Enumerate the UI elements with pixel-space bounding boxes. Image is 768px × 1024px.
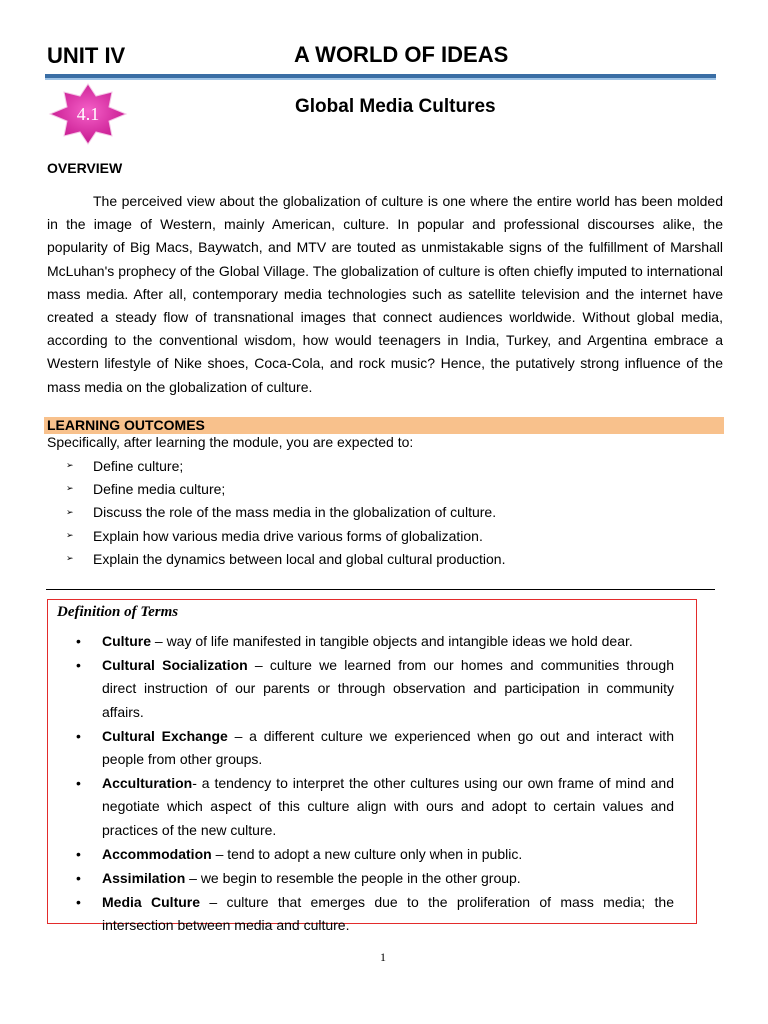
arrow-bullet-icon: ➢ (66, 460, 74, 471)
definition-item (76, 772, 674, 842)
term: Culture (102, 633, 151, 649)
bullet-icon: • (76, 727, 81, 744)
term: Assimilation (102, 870, 186, 887)
term: Acculturation (102, 775, 193, 792)
definition-item (76, 891, 674, 937)
overview-paragraph: The perceived view about the globalization of culture is one where the entire world has been molded in the image of Western, mainly American, culture. In popular and professional discourses alike, the popularity of Big Macs, Baywatch, and MTV are touted as unmistakable signs of the fulfillment of Marshall McLuhan's prophecy of the Global Village. The globalization of culture is often chiefly imputed to international mass media. After all, contemporary media technologies such as satellite television and the internet have created a steady flow of transnational images that connect audiences worldwide. Without global media, according to the conventional wisdom, how would teenagers in India, Turkey, and Argentina embrace a Western lifestyle of Nike shoes, Coca-Cola, and rock music? Hence, the putatively strong influence of the mass media on the globalization of culture. (47, 193, 723, 395)
learning-outcomes-list (66, 454, 505, 570)
term-definition: – way of life manifested in tangible objects and intangible ideas we hold dear. (151, 633, 633, 649)
section-title: Global Media Cultures (295, 96, 496, 117)
term: Cultural Exchange (102, 727, 228, 744)
definition-item (76, 867, 674, 890)
term-definition: – culture that emerges due to the proliferation of mass media; the intersection between media and culture. (102, 894, 674, 934)
definition-item (76, 654, 674, 724)
bullet-icon: • (76, 775, 81, 792)
term-definition: - a tendency to interpret the other cultures using our own frame of mind and negotiate which aspect of this culture align with ours and adopt to certain values and practices of the new culture. (102, 775, 674, 838)
definitions-list (76, 630, 674, 939)
term: Accommodation (102, 845, 212, 862)
arrow-bullet-icon: ➢ (66, 553, 74, 564)
arrow-bullet-icon: ➢ (66, 530, 74, 541)
term-definition: – we begin to resemble the people in the other group. (185, 870, 521, 887)
learning-outcomes-heading: LEARNING OUTCOMES (47, 417, 205, 433)
unit-title: A WORLD OF IDEAS (294, 42, 509, 67)
term-definition: – culture we learned from our homes and communities through direct instruction of our parents or through observation and participation in community affairs. (102, 657, 674, 720)
bullet-icon: • (76, 845, 81, 862)
page-number: 1 (380, 950, 386, 964)
definitions-heading: Definition of Terms (57, 604, 179, 620)
header-rule (45, 74, 716, 80)
unit-label: UNIT IV (47, 43, 126, 68)
bullet-icon: • (76, 633, 81, 649)
term: Cultural Socialization (102, 657, 248, 674)
term-definition: – tend to adopt a new culture only when in public. (211, 845, 523, 862)
arrow-bullet-icon: ➢ (66, 483, 74, 494)
bullet-icon: • (76, 870, 81, 887)
definition-item (76, 725, 674, 771)
list-item: ➢ Explain how various media drive various forms of globalization. (66, 527, 483, 544)
term: Media Culture (102, 894, 201, 911)
definition-item (76, 630, 674, 653)
list-item: ➢ Discuss the role of the mass media in the globalization of culture. (66, 504, 497, 521)
bullet-icon: • (76, 894, 81, 911)
overview-heading: OVERVIEW (47, 160, 123, 176)
bullet-icon: • (76, 657, 81, 674)
term-definition: – a different culture we experienced when go out and interact with people from other groups. (102, 727, 674, 768)
arrow-bullet-icon: ➢ (66, 506, 74, 517)
section-number: 4.1 (76, 103, 100, 124)
list-item: ➢ Explain the dynamics between local and global cultural production. (66, 550, 506, 567)
list-item: ➢ Define media culture; (66, 480, 226, 497)
learning-outcomes-intro: Specifically, after learning the module, you are expected to: (47, 434, 414, 450)
list-item: ➢ Define culture; (66, 457, 184, 474)
section-divider (46, 589, 715, 590)
definition-item (76, 843, 674, 866)
